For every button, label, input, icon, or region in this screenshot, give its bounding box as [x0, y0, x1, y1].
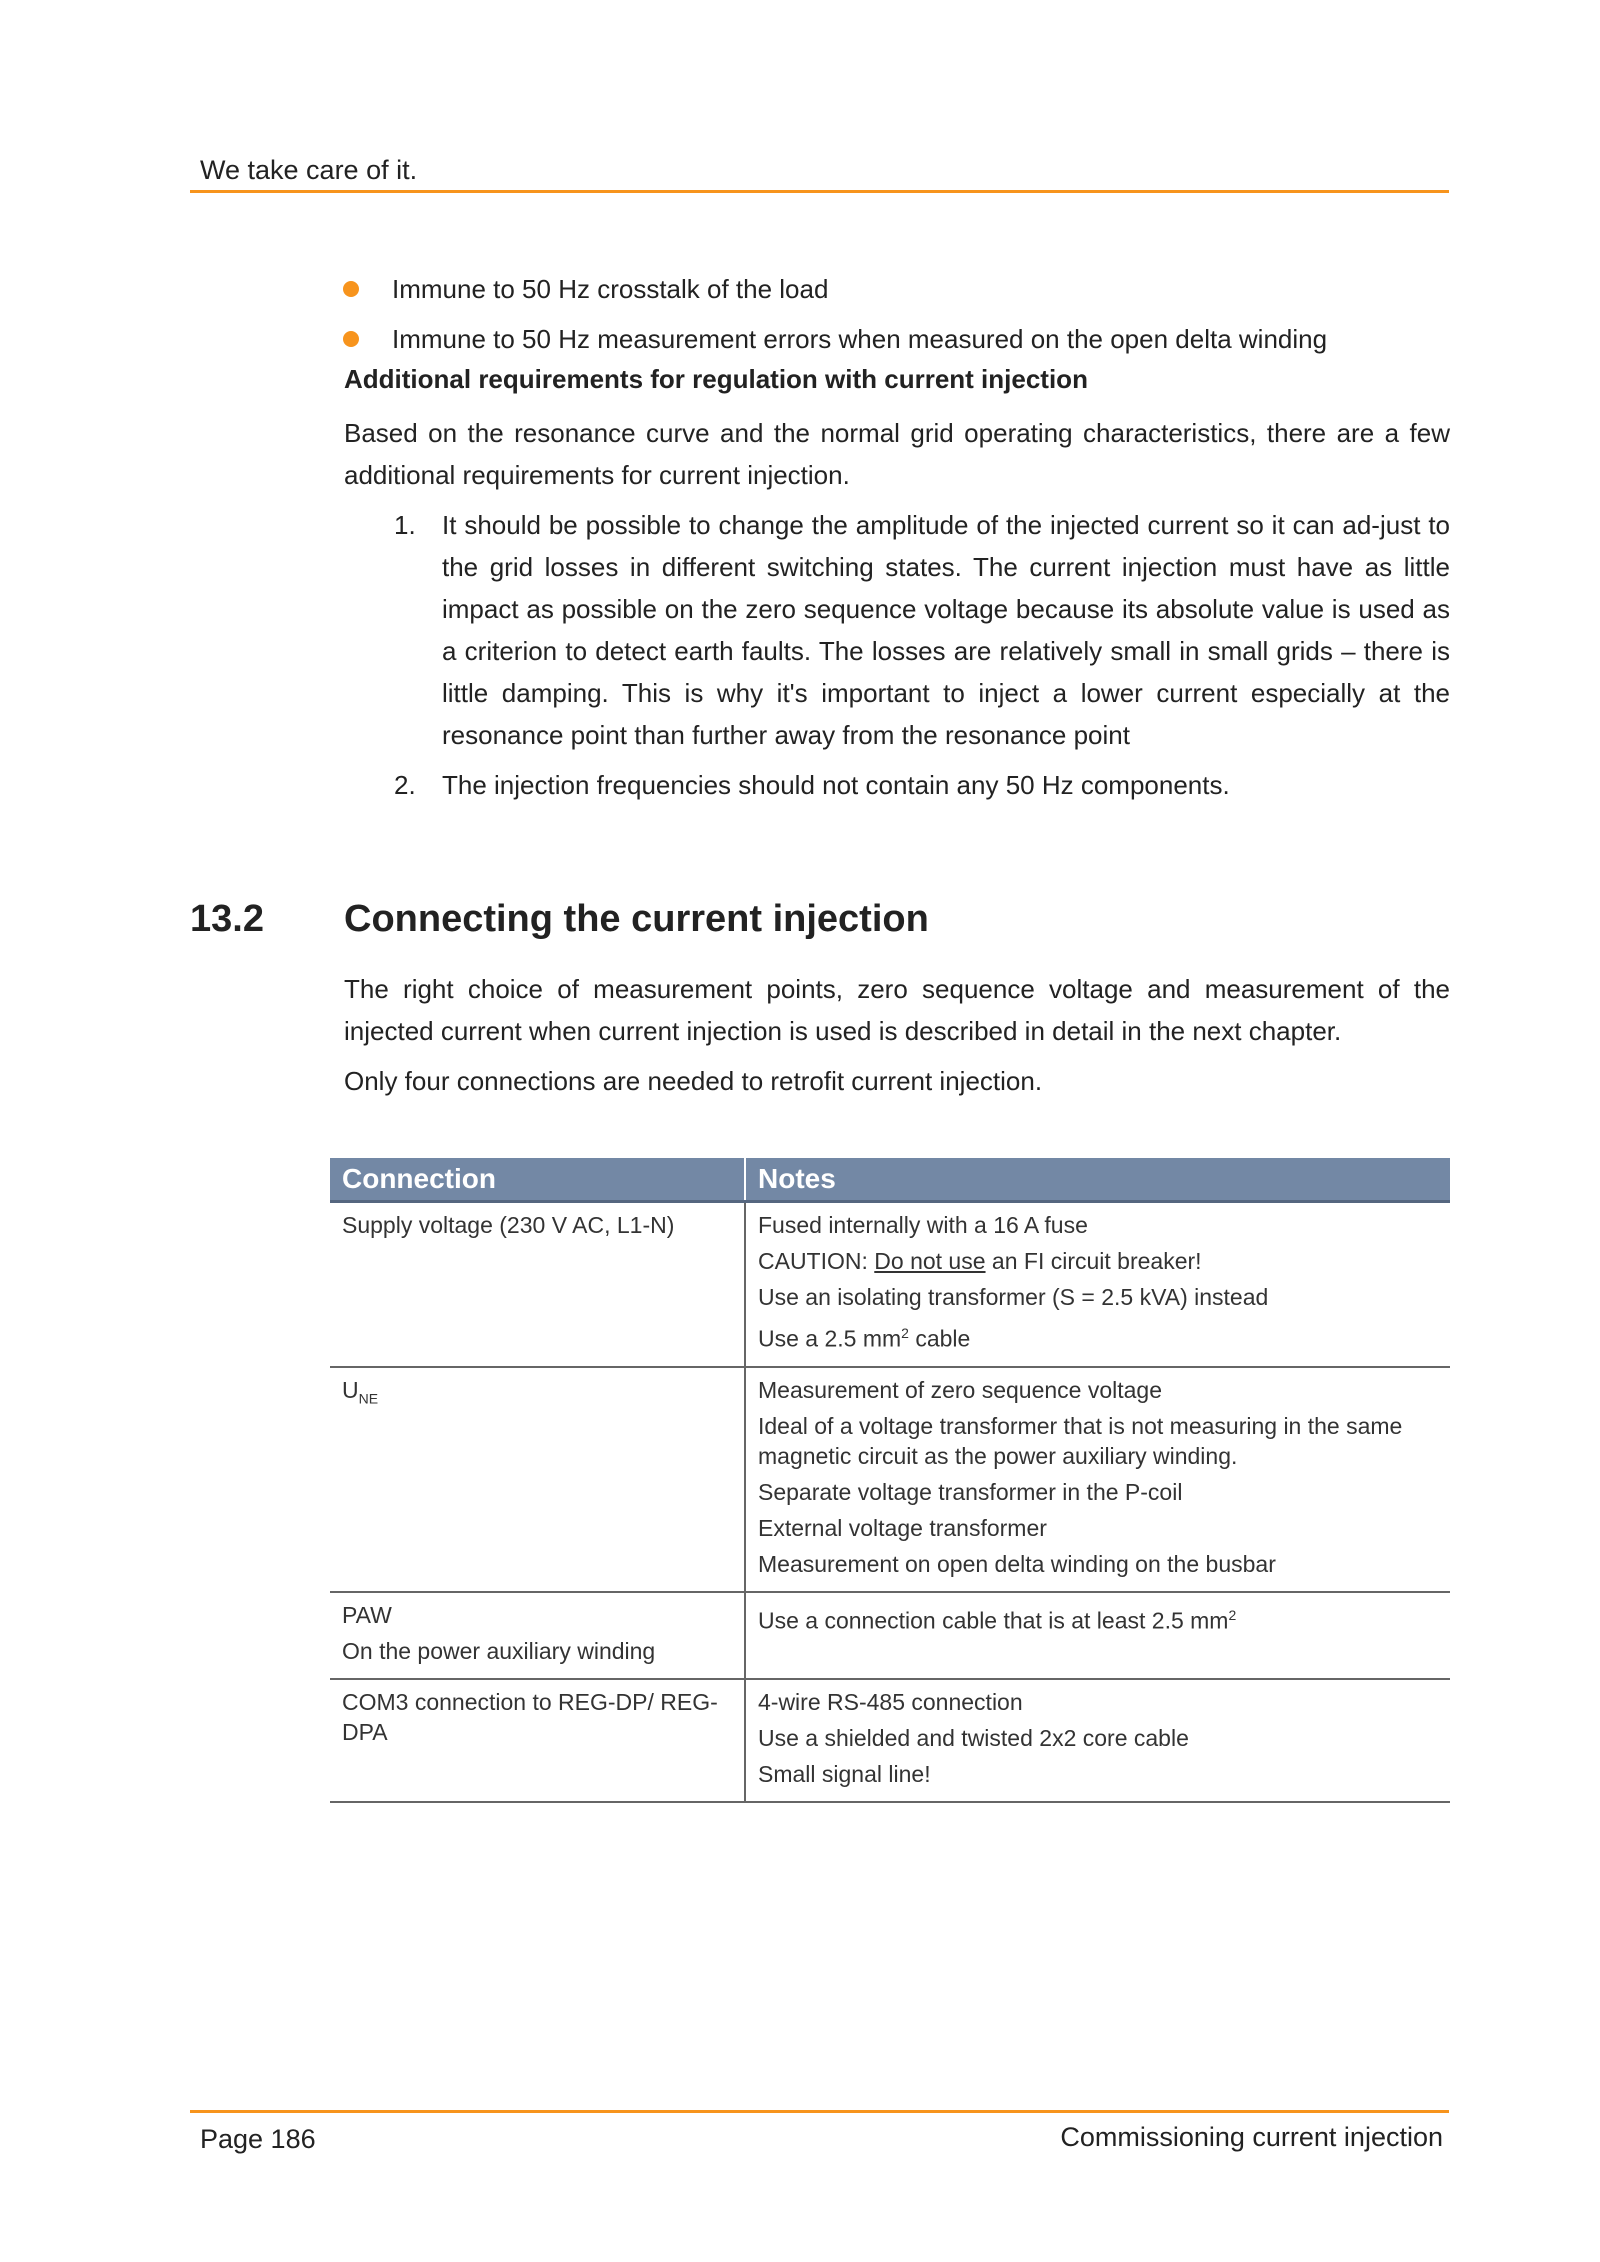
caution-underlined: Do not use [874, 1248, 986, 1274]
cell-text: Supply voltage (230 V AC, L1-N) [342, 1212, 675, 1238]
note-line: Measurement of zero sequence voltage [758, 1376, 1163, 1403]
cable-prefix: Use a 2.5 mm [758, 1325, 902, 1352]
table-row [330, 1202, 1450, 1367]
list-item [340, 264, 1450, 314]
section-paragraph: The right choice of measurement points, zero sequence voltage and measurement of the injected current when current injection is used is described in detail in the next chapter. [344, 974, 1450, 1046]
table-row [330, 1367, 1450, 1592]
note-line: Ideal of a voltage transformer that is not measuring in the same magnetic circuit as the power auxiliary winding. [758, 1412, 1403, 1469]
column-header-notes: Notes [745, 1158, 1450, 1202]
cell-text [342, 1375, 732, 1414]
superscript: 2 [1228, 1606, 1237, 1623]
symbol-subscript: NE [358, 1390, 379, 1407]
chapter-title: Commissioning current injection [1060, 2122, 1443, 2152]
bullet-dot-icon [343, 281, 359, 297]
connection-cell [330, 1367, 745, 1592]
connection-table [330, 1158, 1450, 1803]
note-text: Use a connection cable that is at least 2.5 mm [758, 1607, 1229, 1634]
table-row [330, 1679, 1450, 1802]
note-line [758, 1600, 1438, 1636]
connection-cell [330, 1679, 745, 1802]
footer-divider [190, 2110, 1449, 2113]
cell-text: On the power auxiliary winding [342, 1637, 656, 1664]
list-item [390, 764, 1450, 806]
list-item [390, 504, 1450, 756]
bullet-text: Immune to 50 Hz measurement errors when measured on the open delta winding [392, 324, 1328, 354]
cell-text: COM3 connection to REG-DP/ REG-DPA [342, 1688, 718, 1745]
subheading: Additional requirements for regulation with current injection [344, 364, 1088, 394]
notes-cell [745, 1367, 1450, 1592]
section-title: Connecting the current injection [344, 898, 929, 940]
note-line: Use a shielded and twisted 2x2 core cable [758, 1724, 1189, 1751]
section-number: 13.2 [190, 898, 264, 940]
list-item [340, 314, 1450, 364]
superscript: 2 [901, 1325, 909, 1341]
bullet-text: Immune to 50 Hz crosstalk of the load [392, 274, 829, 304]
note-line: Small signal line! [758, 1760, 931, 1787]
connection-cell [330, 1592, 745, 1679]
numbered-list [390, 504, 1450, 814]
table-row [330, 1592, 1450, 1679]
note-line: Separate voltage transformer in the P-coil [758, 1478, 1183, 1505]
bullet-list [340, 264, 1450, 364]
page-number: Page 186 [200, 2124, 316, 2154]
page-header-text: We take care of it. [200, 155, 418, 185]
table-header-row [330, 1158, 1450, 1202]
caution-prefix: CAUTION: [758, 1248, 875, 1274]
caution-suffix: an FI circuit breaker! [985, 1248, 1202, 1274]
note-line: External voltage transformer [758, 1514, 1047, 1541]
note-line: 4-wire RS-485 connection [758, 1688, 1023, 1715]
list-text: It should be possible to change the amplitude of the injected current so it can ad-just to the grid losses in different switching states. The current injection must have as little impact as possible on the zero sequence voltage because its absolute value is used as a criterion to detect earth faults. The losses are relatively small in small grids – there is little damping. This is why it's important to inject a lower current especially at the resonance point than further away from the resonance point [442, 510, 1450, 750]
column-header-connection: Connection [330, 1158, 745, 1202]
cable-suffix: cable [908, 1325, 971, 1352]
intro-paragraph: Based on the resonance curve and the normal grid operating characteristics, there are a few additional requirements for current injection. [344, 418, 1450, 490]
note-line [758, 1318, 1438, 1354]
header-divider [190, 190, 1449, 193]
list-text: The injection frequencies should not contain any 50 Hz components. [442, 770, 1230, 800]
section-paragraph: Only four connections are needed to retrofit current injection. [344, 1066, 1043, 1096]
note-line: Use an isolating transformer (S = 2.5 kVA) instead [758, 1284, 1269, 1310]
note-line [758, 1246, 1438, 1276]
notes-cell [745, 1202, 1450, 1367]
connection-cell [330, 1202, 745, 1367]
notes-cell [745, 1592, 1450, 1679]
list-number: 2. [394, 770, 416, 800]
list-number: 1. [394, 510, 416, 540]
symbol-main: U [342, 1376, 359, 1403]
note-line: Measurement on open delta winding on the busbar [758, 1550, 1276, 1577]
note-line: Fused internally with a 16 A fuse [758, 1212, 1088, 1238]
bullet-dot-icon [343, 331, 359, 347]
notes-cell [745, 1679, 1450, 1802]
cell-text: PAW [342, 1601, 392, 1628]
